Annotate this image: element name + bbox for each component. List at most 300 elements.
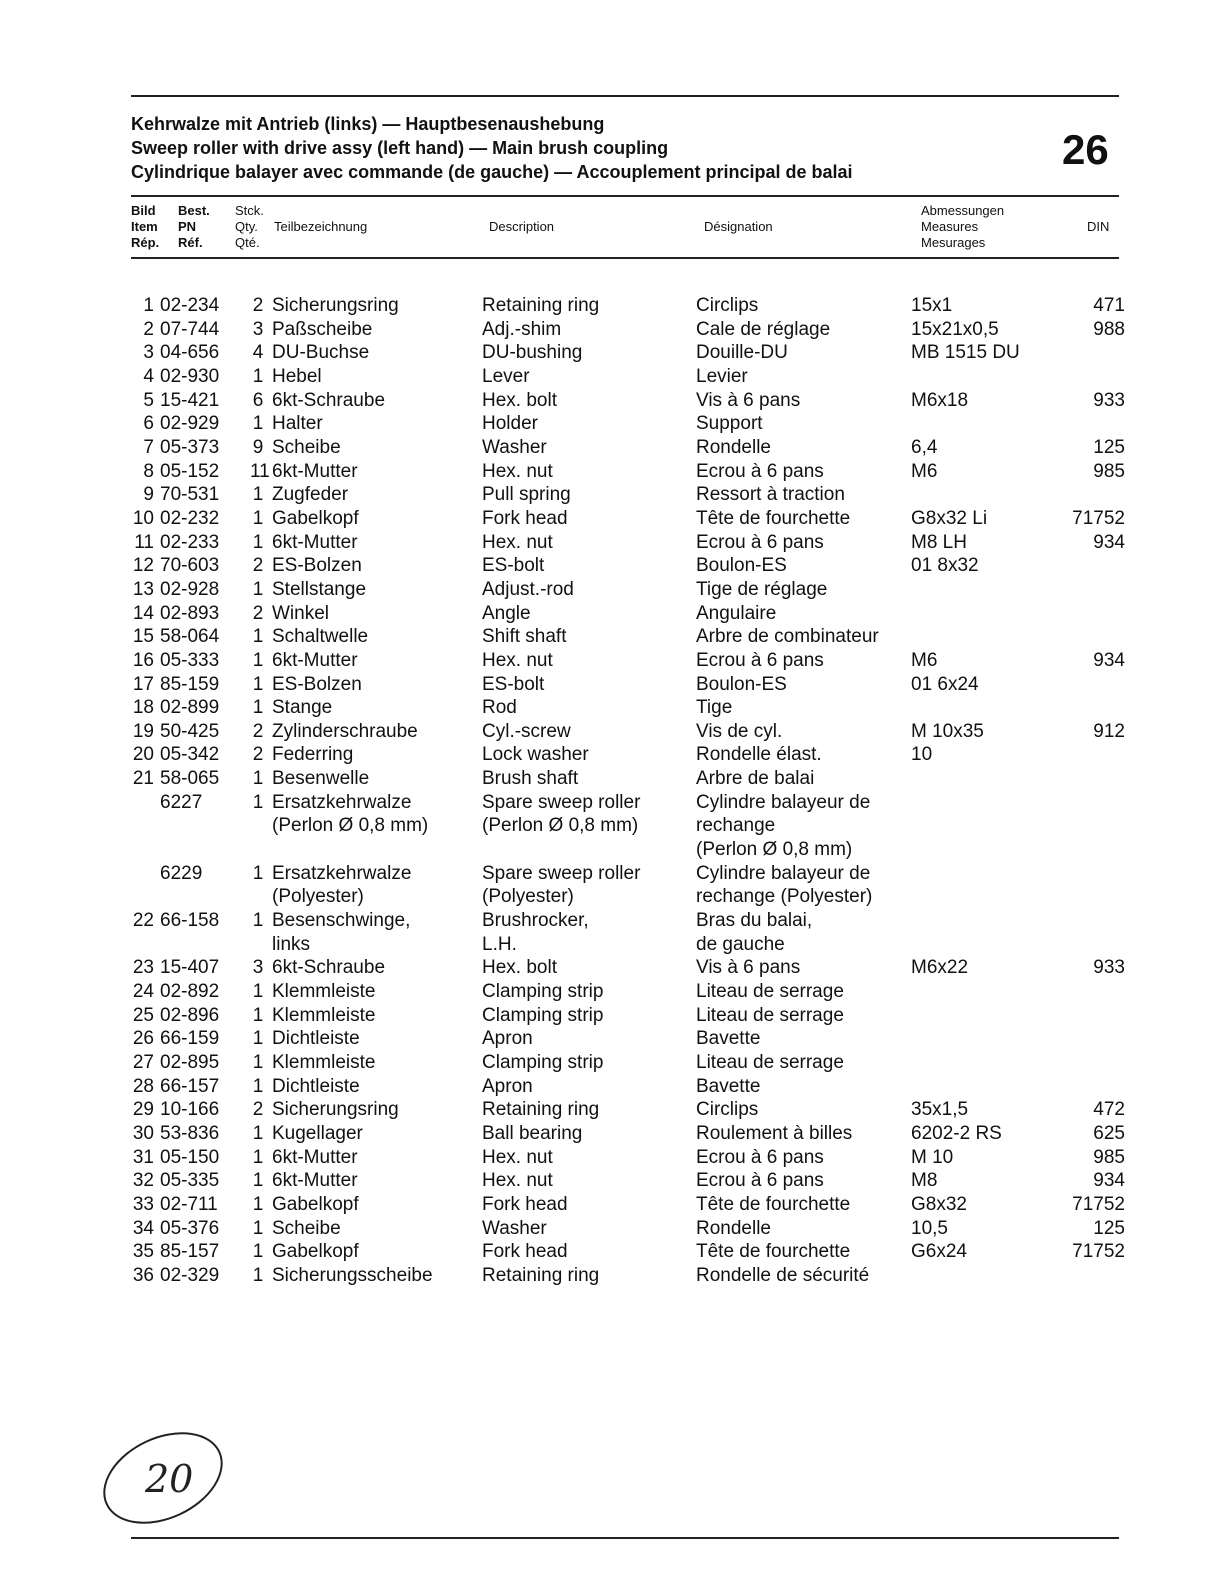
cell-pn: 02-711 (160, 1193, 218, 1215)
title-english: Sweep roller with drive assy (left hand) — Main brush coupling (131, 138, 669, 158)
cell-description: Clamping strip (482, 1052, 604, 1073)
cell-pn: 05-152 (160, 460, 220, 482)
cell-din (1031, 625, 1125, 649)
cell-item: 2 (143, 318, 154, 340)
cell-din (1031, 1075, 1125, 1099)
cell-pn: 02-329 (160, 1264, 220, 1286)
cell-qty: 9 (252, 436, 264, 458)
cell-din: 71752 (1072, 507, 1125, 529)
cell-item: 25 (132, 1004, 154, 1026)
cell-din: 471 (1093, 295, 1125, 316)
cell-teil: Schaltwelle (272, 626, 369, 648)
cell-din (1031, 673, 1125, 697)
cell-measures (911, 1004, 1031, 1028)
cell-qty: 3 (252, 957, 264, 979)
cell-designation: Liteau de serrage (696, 1052, 844, 1073)
cell-pn: 02-234 (160, 295, 220, 316)
cell-din (1031, 365, 1125, 389)
cell-designation: Ecrou à 6 pans (696, 531, 824, 553)
cell-qty: 1 (252, 507, 264, 529)
table-row (120, 1027, 1125, 1051)
cell-designation: Arbre de combinateur (696, 626, 879, 648)
cell-measures: M6x22 (911, 957, 969, 979)
cell-designation: Cylindre balayeur de rechange (Perlon Ø 0,8 mm) (696, 791, 871, 861)
cell-qty: 1 (252, 1122, 264, 1144)
cell-description: Pull spring (482, 484, 571, 506)
table-row (120, 862, 1125, 909)
cell-qty: 2 (252, 602, 264, 624)
cell-pn: 6229 (160, 862, 203, 884)
cell-measures: G6x24 (911, 1241, 967, 1263)
cell-designation: Bras du balai, de gauche (696, 910, 813, 955)
cell-din: 934 (1093, 649, 1125, 671)
page-number: 26 (1062, 126, 1109, 173)
cell-qty: 1 (252, 1052, 264, 1073)
cell-item (120, 791, 160, 862)
cell-description: Washer (482, 436, 547, 458)
cell-qty: 2 (252, 555, 264, 577)
cell-description: Apron (482, 1028, 533, 1050)
table-row (120, 1098, 1125, 1122)
cell-teil: Dichtleiste (272, 1028, 360, 1050)
cell-item (120, 862, 160, 909)
cell-qty: 1 (252, 365, 264, 387)
cell-qty: 2 (252, 720, 264, 742)
cell-description: Ball bearing (482, 1122, 583, 1144)
cell-qty: 1 (252, 1170, 264, 1192)
cell-description: Hex. nut (482, 1170, 553, 1192)
cell-description: ES-bolt (482, 555, 545, 577)
cell-teil: Gabelkopf (272, 1193, 359, 1215)
cell-item: 21 (132, 768, 154, 790)
cell-teil: Gabelkopf (272, 1241, 359, 1263)
cell-teil: Dichtleiste (272, 1075, 360, 1097)
cell-item: 26 (132, 1028, 154, 1050)
table-row (120, 743, 1125, 767)
cell-designation: Boulon-ES (696, 555, 787, 577)
cell-pn: 02-893 (160, 602, 220, 624)
cell-teil: Klemmleiste (272, 981, 376, 1003)
cell-qty: 1 (252, 1264, 264, 1286)
cell-pn: 66-157 (160, 1075, 220, 1097)
cell-item: 35 (132, 1241, 154, 1263)
table-row (120, 1264, 1125, 1288)
cell-pn: 58-065 (160, 768, 220, 790)
cell-qty: 1 (252, 791, 264, 813)
cell-item: 6 (143, 413, 154, 435)
cell-measures (911, 1075, 1031, 1099)
header-rule (131, 257, 1119, 259)
cell-pn: 70-531 (160, 484, 220, 506)
cell-din (1031, 602, 1125, 626)
cell-item: 9 (143, 484, 154, 506)
table-row (120, 389, 1125, 413)
cell-pn: 07-744 (160, 318, 220, 340)
parts-table (120, 294, 1125, 1288)
cell-designation: Levier (696, 365, 748, 387)
cell-qty: 1 (252, 1146, 264, 1168)
cell-teil: Zylinderschraube (272, 720, 418, 742)
cell-description: Retaining ring (482, 1099, 600, 1121)
cell-designation: Angulaire (696, 602, 777, 624)
table-row (120, 980, 1125, 1004)
cell-pn: 05-335 (160, 1170, 220, 1192)
cell-pn: 02-930 (160, 365, 220, 387)
table-row (120, 767, 1125, 791)
cell-din: 71752 (1072, 1193, 1125, 1215)
table-row (120, 483, 1125, 507)
cell-description: Hex. bolt (482, 389, 557, 411)
table-row (120, 956, 1125, 980)
cell-designation: Rondelle (696, 1217, 771, 1239)
cell-pn: 15-421 (160, 389, 220, 411)
cell-measures: MB 1515 DU (911, 342, 1020, 364)
cell-measures: 35x1,5 (911, 1099, 969, 1121)
cell-item: 11 (134, 531, 154, 553)
cell-designation: Ecrou à 6 pans (696, 649, 824, 671)
cell-designation: Support (696, 413, 763, 435)
cell-designation: Tige de réglage (696, 578, 828, 600)
cell-designation: Rondelle élast. (696, 744, 822, 766)
cell-pn: 66-158 (160, 910, 220, 932)
cell-teil: Stange (272, 697, 333, 719)
cell-pn: 66-159 (160, 1028, 220, 1050)
cell-din: 625 (1093, 1122, 1125, 1144)
cell-measures (911, 696, 1031, 720)
cell-teil: ES-Bolzen (272, 673, 362, 695)
cell-designation: Tête de fourchette (696, 1193, 851, 1215)
cell-description: Hex. nut (482, 1146, 553, 1168)
cell-designation: Douille-DU (696, 342, 788, 364)
cell-teil: Scheibe (272, 436, 341, 458)
cell-pn: 15-407 (160, 957, 220, 979)
cell-item: 22 (132, 910, 154, 932)
cell-din (1031, 341, 1125, 365)
cell-din: 933 (1093, 957, 1125, 979)
cell-din (1031, 483, 1125, 507)
table-row (120, 791, 1125, 862)
cell-teil: Gabelkopf (272, 507, 359, 529)
cell-designation: Liteau de serrage (696, 981, 844, 1003)
cell-din: 71752 (1072, 1241, 1125, 1263)
cell-qty: 2 (252, 744, 264, 766)
cell-item: 23 (132, 957, 154, 979)
cell-teil: Besenschwinge, links (272, 910, 411, 955)
col-item: Bild Item Rép. (131, 203, 160, 250)
table-row (120, 625, 1125, 649)
cell-description: Brush shaft (482, 768, 579, 790)
cell-din: 472 (1093, 1099, 1125, 1121)
cell-pn: 02-928 (160, 578, 220, 600)
cell-pn: 58-064 (160, 626, 220, 648)
table-header (131, 203, 1121, 255)
cell-teil: Stellstange (272, 578, 367, 600)
cell-teil: 6kt-Schraube (272, 389, 386, 411)
cell-designation: Tige (696, 697, 733, 719)
cell-designation: Roulement à billes (696, 1122, 853, 1144)
cell-qty: 1 (252, 768, 264, 790)
cell-measures (911, 412, 1031, 436)
cell-item: 15 (132, 626, 154, 648)
cell-item: 30 (132, 1122, 154, 1144)
table-row (120, 1169, 1125, 1193)
cell-measures (911, 1051, 1031, 1075)
cell-item: 18 (132, 697, 154, 719)
cell-designation: Tête de fourchette (696, 507, 851, 529)
table-row (120, 1122, 1125, 1146)
cell-description: Spare sweep roller (Perlon Ø 0,8 mm) (482, 791, 641, 837)
cell-qty: 1 (252, 1075, 264, 1097)
table-row (120, 365, 1125, 389)
cell-din (1031, 1051, 1125, 1075)
cell-measures: 15x21x0,5 (911, 318, 999, 340)
cell-item: 7 (143, 436, 154, 458)
cell-teil: 6kt-Schraube (272, 957, 386, 979)
cell-item: 32 (132, 1170, 154, 1192)
cell-designation: Liteau de serrage (696, 1004, 844, 1026)
cell-din: 985 (1093, 460, 1125, 482)
cell-description: Clamping strip (482, 1004, 604, 1026)
table-row (120, 460, 1125, 484)
cell-teil: Besenwelle (272, 768, 370, 790)
cell-measures: M6x18 (911, 389, 969, 411)
table-row (120, 1004, 1125, 1028)
cell-item: 17 (132, 673, 154, 695)
cell-teil: Federring (272, 744, 354, 766)
cell-description: Fork head (482, 1193, 568, 1215)
cell-din: 934 (1093, 1170, 1125, 1192)
table-row (120, 294, 1125, 318)
cell-teil: DU-Buchse (272, 342, 370, 364)
col-qty: Stck. Qty. Qté. (235, 203, 264, 250)
handwritten-number: 20 (145, 1457, 194, 1501)
cell-qty: 1 (252, 1217, 264, 1239)
cell-item: 19 (132, 720, 154, 742)
cell-din (1031, 1027, 1125, 1051)
cell-measures: 15x1 (911, 295, 953, 316)
cell-description: Apron (482, 1075, 533, 1097)
table-row (120, 341, 1125, 365)
cell-measures (911, 625, 1031, 649)
cell-designation: Boulon-ES (696, 673, 787, 695)
cell-qty: 2 (252, 1099, 264, 1121)
cell-description: DU-bushing (482, 342, 583, 364)
cell-qty: 1 (252, 649, 264, 671)
cell-measures (911, 980, 1031, 1004)
cell-teil: Zugfeder (272, 484, 349, 506)
cell-din (1031, 980, 1125, 1004)
handwritten-page-mark (95, 1420, 235, 1540)
cell-item: 29 (132, 1099, 154, 1121)
cell-din (1031, 767, 1125, 791)
cell-description: Hex. nut (482, 531, 553, 553)
cell-qty: 1 (252, 697, 264, 719)
cell-description: Angle (482, 602, 531, 624)
cell-measures: 01 6x24 (911, 673, 979, 695)
table-row (120, 720, 1125, 744)
cell-qty: 1 (252, 413, 264, 435)
table-row (120, 649, 1125, 673)
cell-item: 10 (132, 507, 154, 529)
cell-teil: 6kt-Mutter (272, 460, 358, 482)
cell-pn: 85-157 (160, 1241, 220, 1263)
cell-description: Rod (482, 697, 517, 719)
cell-teil: Ersatzkehrwalze (Perlon Ø 0,8 mm) (272, 791, 429, 837)
cell-measures: 01 8x32 (911, 555, 979, 577)
cell-measures (911, 1027, 1031, 1051)
cell-item: 12 (132, 555, 154, 577)
cell-qty: 1 (252, 1241, 264, 1263)
cell-qty: 1 (252, 673, 264, 695)
title-rule (131, 195, 1119, 197)
cell-qty: 1 (252, 626, 264, 648)
cell-pn: 02-895 (160, 1052, 220, 1073)
col-pn: Best. PN Réf. (178, 203, 210, 250)
cell-measures: M 10 (911, 1146, 954, 1168)
cell-pn: 02-232 (160, 507, 220, 529)
cell-qty: 11 (250, 460, 270, 482)
cell-description: Washer (482, 1217, 547, 1239)
cell-teil: Sicherungsring (272, 1099, 399, 1121)
cell-item: 1 (143, 295, 154, 316)
cell-qty: 1 (252, 1004, 264, 1026)
cell-din (1031, 696, 1125, 720)
cell-teil: Scheibe (272, 1217, 341, 1239)
table-row (120, 531, 1125, 555)
cell-designation: Ressort à traction (696, 484, 845, 506)
cell-din: 934 (1093, 531, 1125, 553)
cell-pn: 05-376 (160, 1217, 220, 1239)
cell-designation: Ecrou à 6 pans (696, 460, 824, 482)
col-teil: Teilbezeichnung (274, 219, 368, 234)
cell-pn: 02-233 (160, 531, 220, 553)
cell-designation: Ecrou à 6 pans (696, 1170, 824, 1192)
cell-measures (911, 767, 1031, 791)
cell-item: 16 (132, 649, 154, 671)
cell-measures: 10 (911, 744, 933, 766)
cell-qty: 1 (252, 910, 264, 932)
cell-designation: Rondelle (696, 436, 771, 458)
table-row (120, 554, 1125, 578)
table-row (120, 436, 1125, 460)
top-rule (131, 95, 1119, 97)
cell-description: Adjust.-rod (482, 578, 574, 600)
cell-designation: Ecrou à 6 pans (696, 1146, 824, 1168)
cell-item: 3 (143, 342, 154, 364)
cell-din (1031, 1264, 1125, 1288)
cell-item: 13 (132, 578, 154, 600)
cell-din (1031, 554, 1125, 578)
cell-din: 985 (1093, 1146, 1125, 1168)
table-row (120, 602, 1125, 626)
cell-din: 912 (1093, 720, 1125, 742)
cell-pn: 05-333 (160, 649, 220, 671)
col-measures: Abmessungen Measures Mesurages (921, 203, 1005, 250)
cell-din (1031, 412, 1125, 436)
cell-designation: Cale de réglage (696, 318, 831, 340)
table-row (120, 909, 1125, 956)
cell-measures: G8x32 Li (911, 507, 988, 529)
cell-pn: 85-159 (160, 673, 220, 695)
cell-measures: M6 (911, 649, 938, 671)
cell-teil: Kugellager (272, 1122, 363, 1144)
cell-pn: 6227 (160, 791, 203, 813)
cell-teil: Hebel (272, 365, 322, 387)
cell-measures: G8x32 (911, 1193, 967, 1215)
cell-item: 24 (132, 981, 154, 1003)
table-row (120, 1146, 1125, 1170)
cell-description: Shift shaft (482, 626, 567, 648)
cell-measures: 6202-2 RS (911, 1122, 1002, 1144)
cell-measures (911, 791, 1031, 862)
cell-qty: 2 (252, 295, 264, 316)
col-designation: Désignation (704, 219, 773, 234)
cell-item: 4 (143, 365, 154, 387)
cell-pn: 05-342 (160, 744, 220, 766)
cell-teil: Winkel (272, 602, 330, 624)
cell-item: 33 (132, 1193, 154, 1215)
cell-designation: Tête de fourchette (696, 1241, 851, 1263)
cell-measures: M6 (911, 460, 938, 482)
cell-description: Retaining ring (482, 295, 600, 316)
cell-item: 34 (132, 1217, 154, 1239)
cell-measures (911, 862, 1031, 909)
cell-description: Fork head (482, 1241, 568, 1263)
table-row (120, 578, 1125, 602)
cell-teil: Paßscheibe (272, 318, 373, 340)
table-row (120, 1075, 1125, 1099)
title-german: Kehrwalze mit Antrieb (links) — Hauptbesenaushebung (131, 114, 605, 134)
cell-teil: 6kt-Mutter (272, 1146, 358, 1168)
cell-designation: Circlips (696, 1099, 759, 1121)
cell-description: Brushrocker, L.H. (482, 910, 589, 955)
cell-item: 20 (132, 744, 154, 766)
cell-description: Clamping strip (482, 981, 604, 1003)
cell-qty: 3 (252, 318, 264, 340)
cell-pn: 02-929 (160, 413, 220, 435)
cell-teil: Sicherungsring (272, 295, 399, 316)
table-row (120, 507, 1125, 531)
cell-qty: 1 (252, 531, 264, 553)
cell-pn: 53-836 (160, 1122, 220, 1144)
table-row (120, 696, 1125, 720)
cell-pn: 50-425 (160, 720, 220, 742)
cell-din: 988 (1093, 318, 1125, 340)
cell-pn: 02-892 (160, 981, 220, 1003)
cell-teil: Halter (272, 413, 323, 435)
cell-designation: Arbre de balai (696, 768, 815, 790)
cell-description: Hex. nut (482, 460, 553, 482)
cell-designation: Circlips (696, 295, 759, 316)
cell-description: Fork head (482, 507, 568, 529)
cell-qty: 1 (252, 1193, 264, 1215)
cell-pn: 10-166 (160, 1099, 220, 1121)
cell-din (1031, 909, 1125, 956)
cell-description: Retaining ring (482, 1264, 600, 1286)
cell-measures (911, 909, 1031, 956)
title-french: Cylindrique balayer avec commande (de gauche) — Accouplement principal de balai (131, 162, 853, 182)
cell-pn: 70-603 (160, 555, 220, 577)
table-row (120, 1240, 1125, 1264)
table-row (120, 318, 1125, 342)
cell-measures (911, 365, 1031, 389)
cell-designation: Vis à 6 pans (696, 389, 801, 411)
cell-description: Lever (482, 365, 530, 387)
table-row (120, 1217, 1125, 1241)
cell-pn: 05-373 (160, 436, 220, 458)
cell-teil: ES-Bolzen (272, 555, 362, 577)
cell-description: Hex. bolt (482, 957, 557, 979)
